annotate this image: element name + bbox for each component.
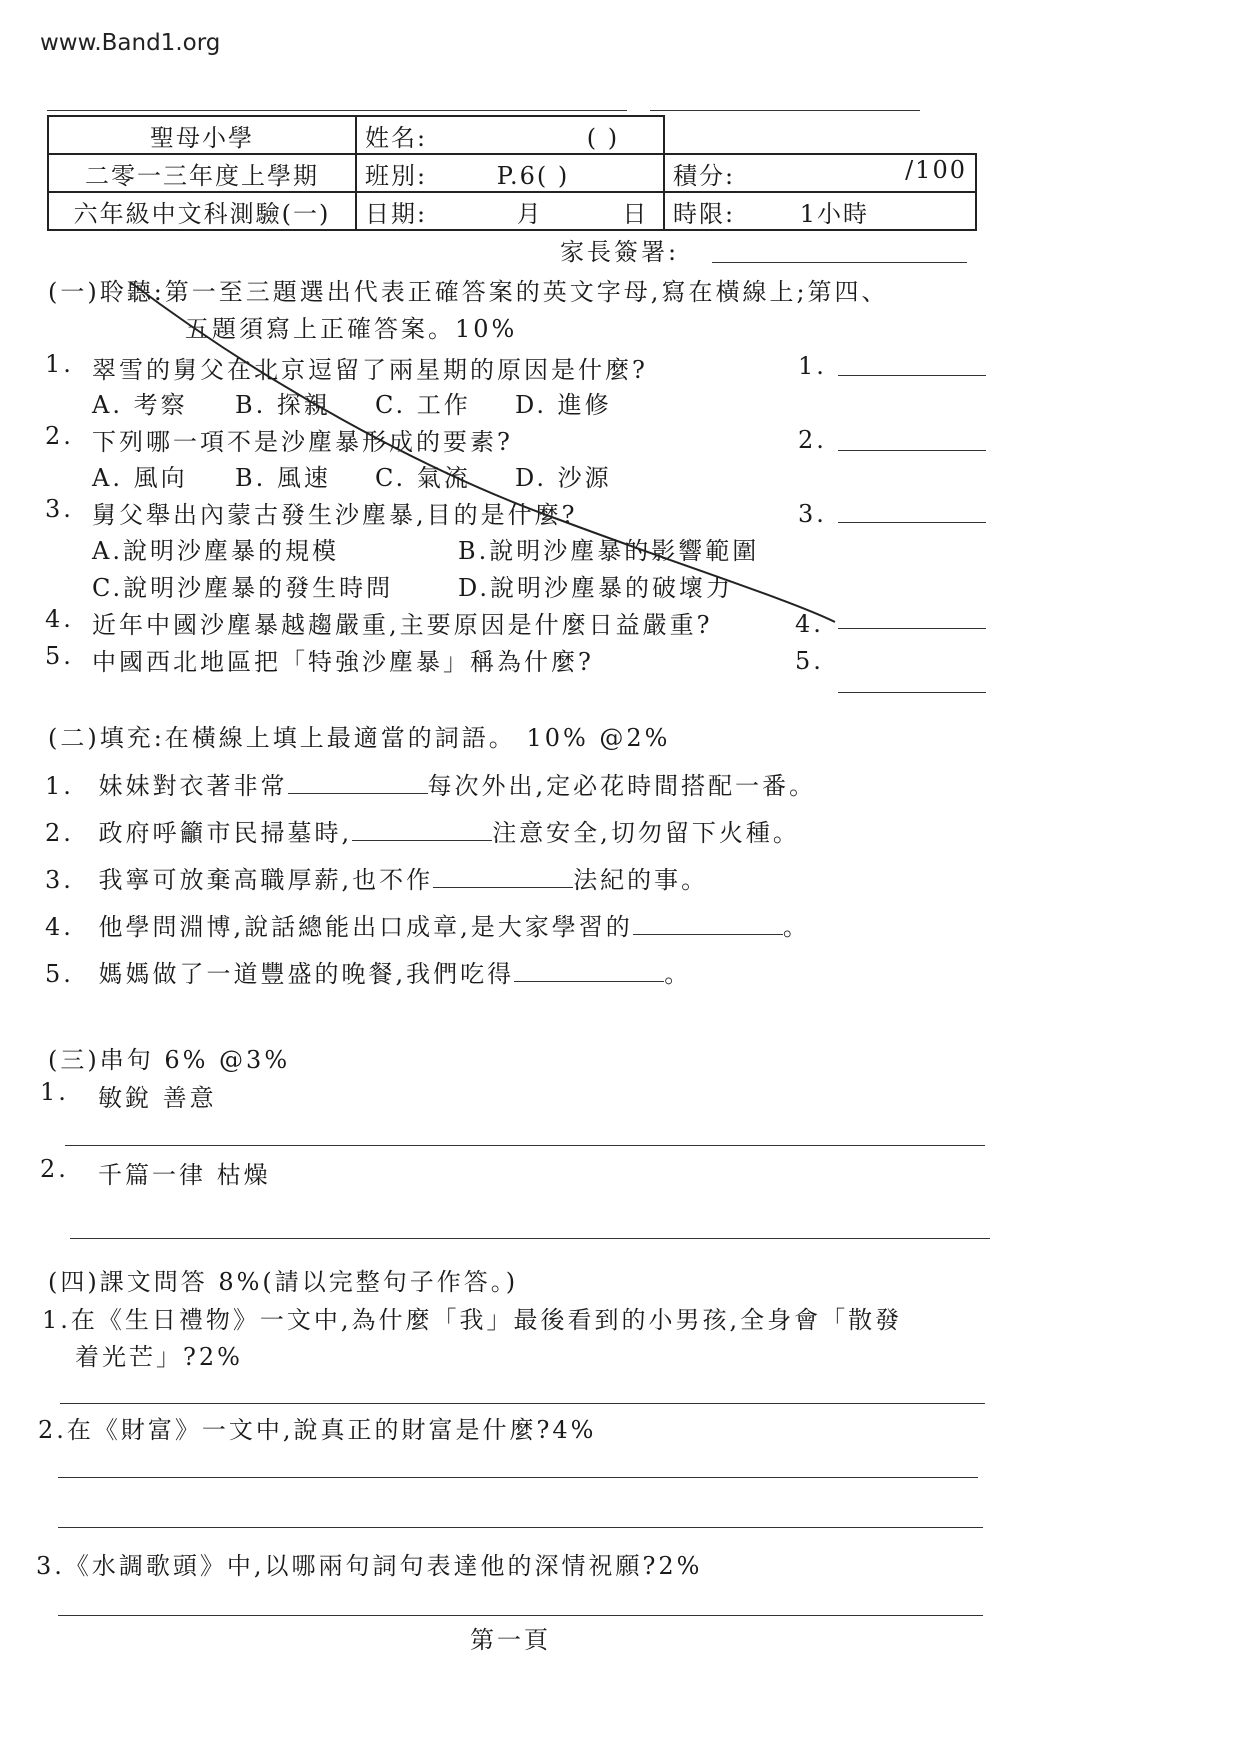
sentence-2-num: 2.: [40, 1155, 69, 1183]
qa2-answer-line-1[interactable]: [58, 1477, 978, 1478]
section3-title: (三)串句 6% @3%: [48, 1046, 291, 1074]
q2-answer-num: 2.: [798, 426, 827, 454]
section2-title: (二)填充:在橫線上填上最適當的詞語。 10% @2%: [48, 724, 671, 752]
fill-1-blank[interactable]: [288, 792, 428, 794]
q3-opt-d: D.說明沙塵暴的破壞力: [458, 574, 734, 602]
q2-opt-c: C. 氣流: [375, 464, 471, 492]
qa1-answer-line[interactable]: [60, 1403, 985, 1404]
date-label: 日期:: [365, 199, 428, 228]
fill-3-after: 法紀的事。: [573, 866, 709, 894]
time-label: 時限:: [673, 199, 736, 228]
score-value: /100: [905, 155, 967, 184]
q5-num: 5.: [45, 642, 74, 670]
q1-text: 翠雪的舅父在北京逗留了兩星期的原因是什麼?: [92, 356, 648, 384]
section4-title: (四)課文問答 8%(請以完整句子作答。): [48, 1268, 519, 1296]
fill-4-after: 。: [782, 913, 810, 941]
q1-opt-d: D. 進修: [515, 391, 612, 419]
qa2-answer-line-2[interactable]: [58, 1527, 983, 1528]
fill-2-before: 政府呼籲市民掃墓時,: [98, 819, 353, 847]
fill-2-after: 注意安全,切勿留下火種。: [492, 819, 800, 847]
fill-2-num: 2.: [45, 819, 74, 847]
name-label: 姓名:: [365, 123, 428, 152]
fill-2-blank[interactable]: [352, 839, 492, 841]
parent-sign-label: 家長簽署:: [560, 238, 680, 266]
q2-num: 2.: [45, 422, 74, 450]
fill-1-num: 1.: [45, 772, 74, 800]
q3-opt-a: A.說明沙塵暴的規模: [92, 537, 339, 565]
q2-opt-a: A. 風向: [92, 464, 188, 492]
q4-text: 近年中國沙塵暴越趨嚴重,主要原因是什麼日益嚴重?: [92, 611, 713, 639]
fill-item-2: [45, 813, 800, 848]
fill-item-4: [45, 907, 810, 942]
q4-num: 4.: [45, 605, 74, 633]
date-day: 日: [622, 199, 649, 228]
fill-5-num: 5.: [45, 960, 74, 988]
fill-3-num: 3.: [45, 866, 74, 894]
q3-opt-b: B.說明沙塵暴的影響範圍: [458, 537, 760, 565]
qa1-line1: 1.在《生日禮物》一文中,為什麼「我」最後看到的小男孩,全身會「散發: [42, 1306, 903, 1334]
fill-3-blank[interactable]: [433, 886, 573, 888]
q5-text: 中國西北地區把「特強沙塵暴」稱為什麼?: [92, 648, 594, 676]
class-label: 班別:: [365, 161, 428, 190]
qa1-line2: 着光芒」?2%: [75, 1343, 243, 1371]
fill-4-num: 4.: [45, 913, 74, 941]
fill-item-5: [45, 954, 691, 989]
q5-answer-num: 5.: [795, 647, 824, 675]
fill-5-blank[interactable]: [514, 980, 664, 982]
qa3-answer-line[interactable]: [58, 1615, 983, 1616]
q1-answer-num: 1.: [798, 352, 827, 380]
test-name: 六年級中文科測驗(一): [48, 192, 356, 230]
sentence-1-words: 敏銳 善意: [98, 1084, 217, 1112]
fill-1-after: 每次外出,定必花時間搭配一番。: [427, 772, 817, 800]
q1-num: 1.: [45, 350, 74, 378]
q3-opt-c: C.說明沙塵暴的發生時問: [92, 574, 394, 602]
sentence-1-line[interactable]: [65, 1145, 985, 1146]
q2-opt-d: D. 沙源: [515, 464, 612, 492]
fill-5-before: 媽媽做了一道豐盛的晚餐,我們吃得: [98, 960, 515, 988]
q2-opt-b: B. 風速: [235, 464, 331, 492]
sentence-2-line[interactable]: [70, 1238, 990, 1239]
fill-4-blank[interactable]: [633, 933, 783, 935]
page-number: 第一頁: [470, 1626, 551, 1654]
date-month: 月: [516, 199, 543, 228]
fill-4-before: 他學問淵博,說話總能出口成章,是大家學習的: [98, 913, 633, 941]
fill-5-after: 。: [664, 960, 692, 988]
q1-opt-a: A. 考察: [92, 391, 188, 419]
q3-text: 舅父舉出內蒙古發生沙塵暴,目的是什麼?: [92, 501, 578, 529]
fill-3-before: 我寧可放棄高職厚薪,也不作: [98, 866, 434, 894]
class-value: P.6( ): [496, 161, 570, 190]
school-name: 聖母小學: [48, 116, 356, 154]
fill-item-1: [45, 766, 816, 801]
sentence-2-words: 千篇一律 枯燥: [98, 1161, 271, 1189]
qa3-text: 3.《水調歌頭》中,以哪兩句詞句表達他的深情祝願?2%: [36, 1552, 703, 1580]
q1-opt-b: B. 探親: [235, 391, 331, 419]
fill-item-3: [45, 860, 708, 895]
q3-num: 3.: [45, 495, 74, 523]
q2-text: 下列哪一項不是沙塵暴形成的要素?: [92, 428, 513, 456]
name-paren: ( ): [586, 123, 620, 152]
section1-title-line2: 五題須寫上正確答案。10%: [185, 315, 518, 343]
time-value: 1小時: [799, 199, 870, 228]
q1-opt-c: C. 工作: [375, 391, 471, 419]
q3-answer-num: 3.: [798, 500, 827, 528]
term: 二零一三年度上學期: [48, 154, 356, 192]
sentence-1-num: 1.: [40, 1078, 69, 1106]
fill-1-before: 妹妹對衣著非常: [98, 772, 288, 800]
q4-answer-num: 4.: [795, 610, 824, 638]
section1-title-line1: (一)聆聽:第一至三題選出代表正確答案的英文字母,寫在橫線上;第四、: [48, 278, 889, 306]
qa2-text: 2.在《財富》一文中,說真正的財富是什麼?4%: [38, 1416, 597, 1444]
score-label: 積分:: [673, 161, 736, 190]
watermark: www.Band1.org: [40, 30, 221, 56]
